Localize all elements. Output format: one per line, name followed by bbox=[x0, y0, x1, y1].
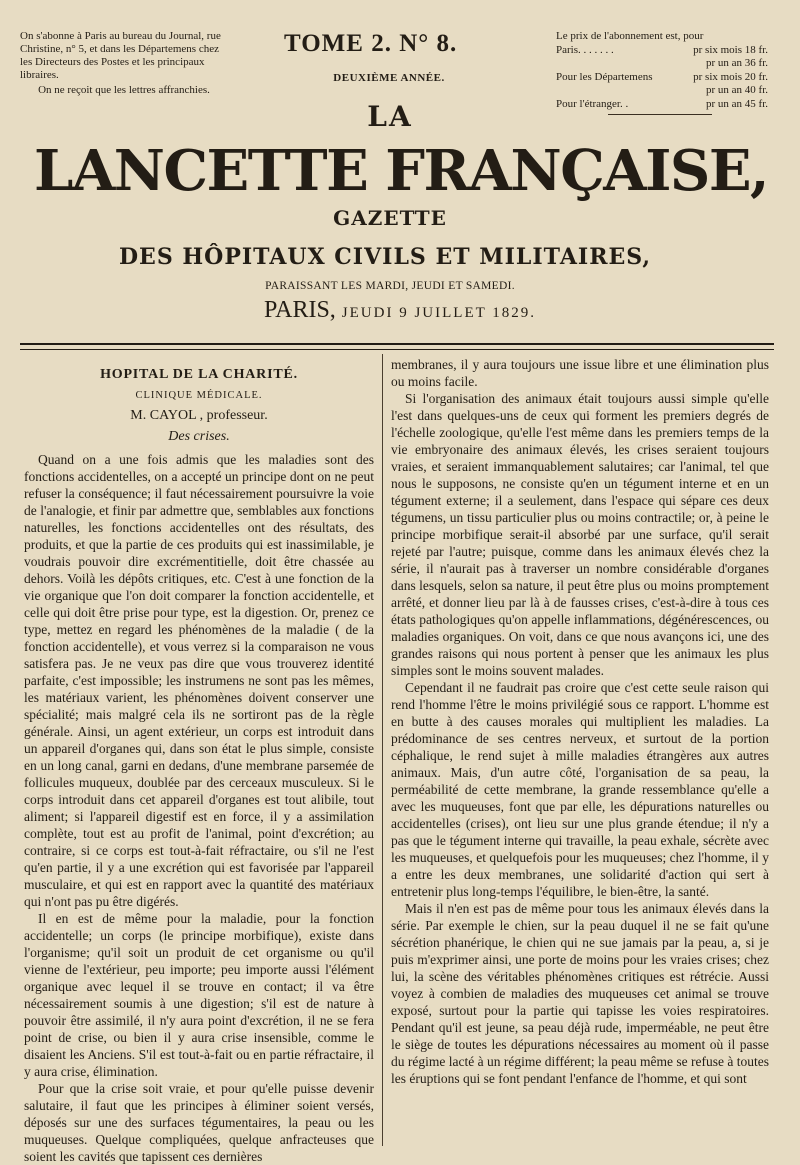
dateline bbox=[200, 297, 600, 324]
price-place bbox=[556, 84, 654, 98]
header-rule bbox=[20, 349, 774, 350]
price-row bbox=[556, 84, 768, 98]
price-term: pr six mois 18 fr. bbox=[693, 43, 768, 56]
column-divider bbox=[382, 354, 383, 1146]
price-place bbox=[556, 57, 654, 71]
article-column-left bbox=[24, 356, 374, 1165]
article-paragraph: Quand on a une fois admis que les maladies sont des fonctions accidentelles, on a accepté un principe dont on ne peut refuser la conséquence; il faut nécessairement poursuivre la voie de l'analogie, et finir par admettre que, semblables aux fonctions naturelles, les fonctions accidentelles ont des résultats, des produits, et que la partie de ces produits qui est inassimilable, je voudrais pouvoir dire excrémentitielle, doit être chassée au dehors. Voilà les dépôts critiques, etc. C'est à une fonction de la vie organique que l'on doit comparer la fonction accidentelle, et celle qui doit être prise pour type, est la digestion. Or, prenez ce type, mettez en regard les phénomènes de la maladie ( de la fonction accidentelle), et vous verrez si la comparaison ne vous satisfera pas. Je ne veux pas dire que vous trouverez identité parfaite, c'est impossible; les instrumens ne sont pas les mêmes, les matériaux varient, les phénomènes doivent conserver une spécialité; mais malgré cela ils ne sortiront pas de la règle générale. Ainsi, un agent extérieur, un corps est introduit dans un appareil d'organes qui, dans son état le plus simple, consiste en un long canal, garni en dedans, d'une membrane parsemée de follicules muqueux, doublée par des cerceaux musculeux. Si le corps introduit dans cet appareil d'organes est tout alibile, tout aliment; si l'appareil digestif est en force, il y a assimilation complète, tout est au profit de l'animal, point d'excrétion; au contraire, si ce corps est tout-à-fait réfractaire, ou s'il ne l'est qu'en partie, il y a une excrétion qui est favorisée par l'appareil musculaire, et qui est en rapport avec la quantité des matériaux qui n'ont pas pu être digérés. bbox=[24, 452, 374, 909]
article-column-right bbox=[391, 356, 769, 1087]
price-title: Le prix de l'abonnement est, pour bbox=[556, 30, 704, 42]
price-divider bbox=[608, 114, 712, 115]
subscription-price-box bbox=[556, 30, 768, 111]
article-paragraph: Cependant il ne faudrait pas croire que c'est cette seule raison qui rend l'homme l'être le moins privilégié sous ce rapport. L'homme est en butte à des causes morales qui multiplient les maladies. La prédominance de ses centres nerveux, et surtout de la portion céphalique, le rend sujet à mille maladies étrangères aux autres animaux. Mais, d'un autre côté, l'organisation de sa peau, la perméabilité de cette membrane, la grande ressemblance qu'elle a avec les muqueuses, font que par elle, les dépurations naturelles ou accidentelles (crises), ont lieu sur une plus grande étendue; il n'y a pas que le tégument interne qui travaille, la peau exhale, sécrète avec les muqueuses, et quelquefois pour les muqueuses; chez l'homme, il y a entre les deux membranes, une solidarité d'action qui sert à entretenir plus long-temps l'équilibre, le bien-être, la santé. bbox=[391, 680, 769, 899]
professor-name: M. CAYOL , professeur. bbox=[130, 408, 268, 423]
masthead-subtitle: DES HÔPITAUX CIVILS ET MILITAIRES, bbox=[118, 244, 652, 270]
header-rule bbox=[20, 343, 774, 345]
article-paragraph: Mais il n'en est pas de même pour tous les animaux élevés dans la série. Par exemple le chien, sur la peau duquel il ne se fait qu'une sécrétion phanérique, le chien qui ne sue jamais par la peau, a, si je puis m'exprimer ainsi, une porte de moins pour les vraies crises; chez lui, la scène des véritables phénomènes critiques est rétrécie. Aussi voyez à combien de maladies des muqueuses cet animal se trouve exposé, surtout pour la partie qui tapisse les voies respiratoires. Pendant qu'il est jeune, sa peau déjà rude, imperméable, ne peut être le siège de toutes les dépurations nécessaires au moment où il passe du régime lacté à un régime différent; la peau même se refuse à toutes les éruptions qui se font pendant l'enfance de l'homme, et qui sont bbox=[391, 901, 769, 1086]
price-term: pr un an 40 fr. bbox=[705, 84, 768, 96]
masthead-gazette: GAZETTE bbox=[333, 206, 447, 230]
tome-number: TOME 2. N° 8. bbox=[284, 30, 458, 57]
article-paragraph: Il en est de même pour la maladie, pour la fonction accidentelle; un corps (le principe morbifique), existe dans l'organisme; qu'il soit un produit de cet organisme ou qu'il vienne de l'extérieur, peu importe; peu importe aussi l'élément organique avec lequel il se trouve en contact; il va être nécessairement soumis à une digestion; s'il est de nature à pouvoir être assimilé, il n'y aura point d'excrétion, il ne se fera point de crise, ou bien il y aura crise insensible, comme le disaient les Anciens. S'il est tout-à-fait ou en partie réfractaire, il y aura crise, élimination. bbox=[24, 911, 374, 1079]
masthead-title: LANCETTE FRANÇAISE, bbox=[33, 138, 769, 204]
price-place: Pour les Départemens bbox=[556, 70, 653, 83]
subscription-note bbox=[20, 30, 228, 97]
price-term: pr un an 45 fr. bbox=[705, 97, 768, 110]
price-row bbox=[556, 44, 768, 58]
article-paragraph: Si l'organisation des animaux était toujours aussi simple qu'elle l'est dans quelques-uns de ceux qui forment les premiers degrés de l'échelle zoologique, qu'elle l'est même dans les premiers temps de la vie embryonaire des animaux élevés, les crises seraient toujours vraies, et seraient immanquablement salutaires; car l'animal, tel que nous le supposons, ne consiste qu'en un tégument interne et en un tégument externe; il a seulement, dans l'espace qui sépare ces deux tégumens, un tissu particulier plus ou moins contractile; or, à peine le principe morbifique serait-il absorbé par une surface, qu'il serait rejeté par l'autre; puisque, comme dans les animaux élevés chez la série, il n'aurait pas à traverser un nombre considérable d'organes dans lesquels, selon sa nature, il peut être plus ou moins promptement arrêté, et donner lieu par là à de fausses crises, c'est-à-dire à tous ces états pathologiques qu'on appelle inflammations, dégénérescences, ou maladies organiques. On voit, dans ce que nous avançons ici, une des grandes raisons qui nous portent à penser que les animaux les plus simples sont le moins souvent malades. bbox=[391, 391, 769, 678]
price-row bbox=[556, 98, 768, 112]
dateline-date: JEUDI 9 JUILLET 1829. bbox=[341, 305, 537, 321]
article-topic: Des crises. bbox=[168, 429, 230, 444]
section-heading: CLINIQUE MÉDICALE. bbox=[135, 390, 263, 401]
price-place: Paris. . . . . . . bbox=[556, 43, 614, 56]
price-row bbox=[556, 71, 768, 85]
subscription-address: On s'abonne à Paris au bureau du Journal, rue Christine, n° 5, et dans les Départemens chez les Directeurs des Postes et les principaux libraires. bbox=[20, 30, 221, 81]
year-of-publication: DEUXIÈME ANNÉE. bbox=[333, 72, 445, 84]
article-paragraph: membranes, il y aura toujours une issue libre et une élimination plus ou moins facile. bbox=[391, 357, 769, 389]
subscription-letters-note: On ne reçoit que les lettres affranchies. bbox=[38, 84, 210, 96]
price-term: pr six mois 20 fr. bbox=[693, 70, 768, 83]
publication-frequency: PARAISSANT LES MARDI, JEUDI ET SAMEDI. bbox=[265, 280, 515, 292]
dateline-city: PARIS, bbox=[263, 297, 336, 323]
article-paragraph: Pour que la crise soit vraie, et pour qu'elle puisse devenir salutaire, il faut que les principes à éliminer soient versés, déposés sur une des surfaces tégumentaires, la peau ou les muqueuses. Quelque compliquées, quelque anfracteuses que soient les cavités que tapissent ces dernières bbox=[24, 1081, 374, 1164]
masthead-article: LA bbox=[367, 100, 413, 133]
price-place: Pour l'étranger. . bbox=[556, 97, 629, 110]
price-term: pr un an 36 fr. bbox=[705, 57, 768, 69]
price-row bbox=[556, 57, 768, 71]
hospital-heading: HOPITAL DE LA CHARITÉ. bbox=[100, 367, 298, 382]
